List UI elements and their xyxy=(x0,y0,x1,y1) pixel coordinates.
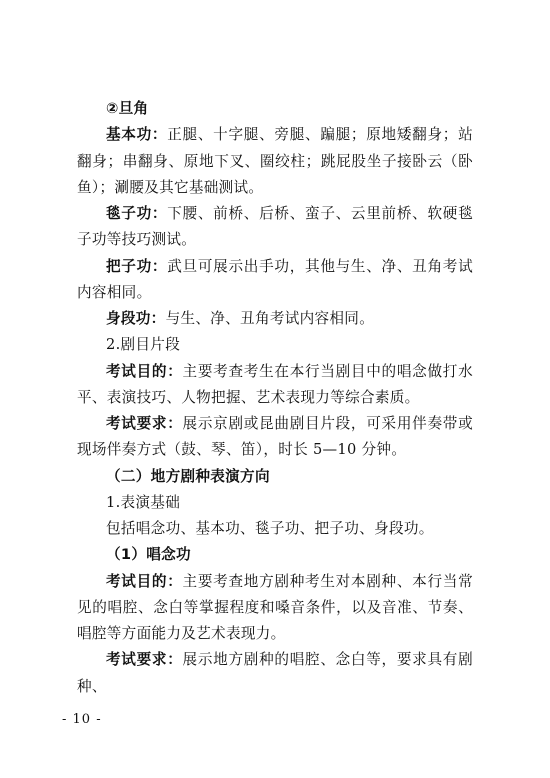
heading-changnian-gong-text: （1）唱念功 xyxy=(106,546,191,564)
paragraph-baokuo xyxy=(77,516,473,542)
text-kaoshi-mudi-2: 主要考查地方剧种考生对本剧种、本行当常见的唱腔、念白等掌握程度和嗓音条件，以及音准、节奏、唱腔等方面能力及艺术表现力。 xyxy=(77,572,473,643)
paragraph-bazi-gong xyxy=(77,254,473,307)
text-bazi-gong: 武旦可展示出手功，其他与生、净、丑角考试内容相同。 xyxy=(77,257,473,301)
heading-jumu-pianduan xyxy=(77,332,473,358)
heading-biaoyan-jichu xyxy=(77,490,473,516)
heading-jumu-pianduan-text: 2.剧目片段 xyxy=(106,336,181,354)
heading-difang-juzhong-text: （二）地方剧种表演方向 xyxy=(106,467,270,485)
label-jiben-gong: 基本功： xyxy=(106,126,168,144)
paragraph-tanzi-gong xyxy=(77,201,473,254)
paragraph-kaoshi-mudi-1 xyxy=(77,359,473,412)
text-kaoshi-yaoqiu-1: 展示京剧或昆曲剧目片段，可采用伴奏带或现场伴奏方式（鼓、琴、笛），时长 5—10 分钟。 xyxy=(77,415,473,459)
heading-biaoyan-jichu-text: 1.表演基础 xyxy=(106,493,181,511)
text-kaoshi-mudi-1: 主要考查考生在本行当剧目中的唱念做打水平、表演技巧、人物把握、艺术表现力等综合素质。 xyxy=(77,362,473,406)
paragraph-kaoshi-mudi-2 xyxy=(77,569,473,648)
heading-dan-role xyxy=(77,96,473,122)
label-shenduan-gong: 身段功： xyxy=(106,310,166,328)
paragraph-kaoshi-yaoqiu-2 xyxy=(77,647,473,700)
label-kaoshi-mudi-1: 考试目的： xyxy=(106,362,183,380)
label-tanzi-gong: 毯子功： xyxy=(106,205,168,223)
text-baokuo: 包括唱念功、基本功、毯子功、把子功、身段功。 xyxy=(106,520,434,538)
page-number: - 10 - xyxy=(62,712,102,727)
label-kaoshi-yaoqiu-2: 考试要求： xyxy=(106,651,183,669)
heading-difang-juzhong xyxy=(77,464,473,490)
label-kaoshi-mudi-2: 考试目的： xyxy=(106,572,183,590)
heading-dan-role-text: ②旦角 xyxy=(106,100,149,117)
label-bazi-gong: 把子功： xyxy=(106,257,168,275)
label-kaoshi-yaoqiu-1: 考试要求： xyxy=(106,415,183,433)
text-shenduan-gong: 与生、净、丑角考试内容相同。 xyxy=(165,310,375,328)
paragraph-kaoshi-yaoqiu-1 xyxy=(77,411,473,464)
text-kaoshi-yaoqiu-2: 展示地方剧种的唱腔、念白等，要求具有剧种、 xyxy=(77,651,473,695)
text-tanzi-gong: 下腰、前桥、后桥、蛮子、云里前桥、软硬毯子功等技巧测试。 xyxy=(77,205,473,249)
paragraph-jiben-gong xyxy=(77,122,473,201)
text-jiben-gong: 正腿、十字腿、旁腿、蹁腿；原地矮翻身；站翻身；串翻身、原地下叉、圈绞柱；跳屁股坐子接卧云（卧鱼）；涮腰及其它基础测试。 xyxy=(77,126,473,196)
paragraph-shenduan-gong xyxy=(77,306,473,332)
heading-changnian-gong xyxy=(77,542,473,568)
